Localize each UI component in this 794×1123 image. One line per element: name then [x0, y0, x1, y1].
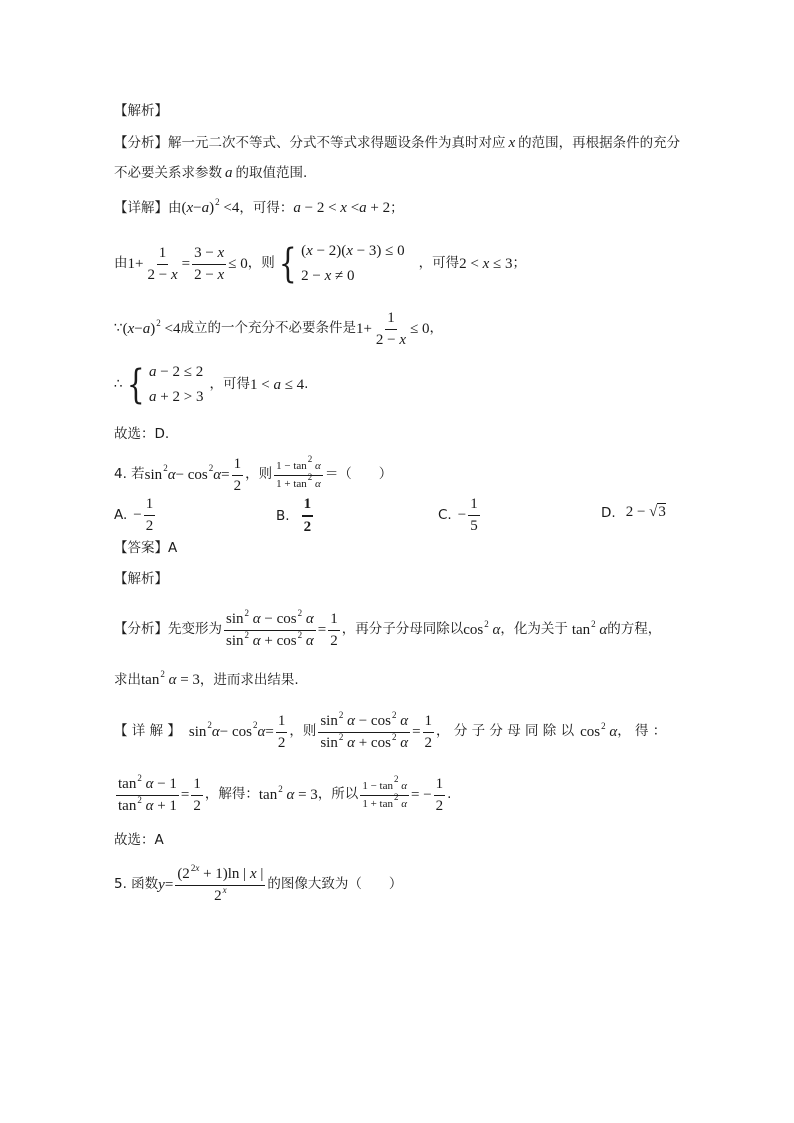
text: . [304, 376, 309, 393]
question-number: 5. 函数 [114, 876, 159, 893]
option-c[interactable] [438, 496, 482, 534]
q4-expression: $\frac{1 - \tan^2 \alpha}{1 + \tan^2 \alpha}$ [276, 454, 321, 490]
jiexi-heading-2: 【解析】 [114, 571, 168, 587]
option-label: D. [601, 504, 616, 521]
tan-sq: $\tan^2 \alpha$ [571, 618, 608, 638]
range-a-result: 1 < a ≤ 4 [249, 376, 305, 393]
var-x: x [508, 135, 516, 151]
text: 的取值范围. [235, 164, 308, 181]
text: ，则 [247, 255, 275, 272]
cos-sq: $\cos^2 \alpha$ [463, 618, 501, 638]
tan-sq-eq-3: $\tan^2 \alpha = 3$ [141, 669, 200, 688]
text: ， 得 ： [617, 723, 667, 740]
option-c-value: − $\frac{1}{5}$ [457, 496, 478, 534]
option-label: C. [438, 507, 452, 523]
text: ，则 [289, 723, 317, 740]
detail-2-final-value: = − $\frac{1}{2}$ [411, 776, 444, 814]
text: . [447, 786, 452, 803]
system-2: { a − 2 ≤ 2 a + 2 > 3 [126, 362, 204, 408]
var-a: a [225, 165, 233, 181]
analysis-2-fraction: $\frac{\sin^2 \alpha - \cos^2 \alpha}{\sin^2 \alpha + \cos^2 \alpha}$ = $\frac{1}{2}$ [226, 608, 338, 649]
therefore-line [114, 362, 309, 408]
because-ineq: $(x-a)^2 <4$ [122, 317, 181, 337]
question-4 [114, 456, 392, 494]
fraction-inequality: 1+ $\frac{1}{2 - x}$ = $\frac{3 - x}{2 - x}$ ≤ 0 [127, 245, 248, 283]
question-5 [114, 863, 403, 904]
answer-choice-1: 故选：D. [114, 426, 170, 442]
detail-2-line-1 [114, 710, 667, 751]
text: ，进而求出结果. [199, 671, 299, 688]
inequality-x-minus-a-sq: $(x-a)^2 <4$ [181, 197, 240, 216]
answer-choice-2: 故选：A [114, 832, 164, 848]
option-b-value: $\frac{1}{2}$ [303, 496, 312, 535]
option-d-value: 2 − √3 [625, 504, 666, 520]
detail-label: 【 详 解 】 [114, 723, 181, 740]
text: ， 分 子 分 母 同 除 以 [436, 723, 575, 740]
option-d[interactable] [601, 504, 666, 521]
option-label: B. [276, 507, 290, 524]
text: 的范围，再根据条件的充分 [518, 134, 681, 151]
jiexi-heading-1: 【解析】 [114, 103, 168, 119]
analysis-2-line-2 [114, 669, 299, 688]
detail-1-line-2 [114, 241, 527, 287]
text: ，可得 [209, 376, 250, 393]
text: ，再分子分母同除以 [341, 621, 464, 638]
text: 不必要关系求参数 [114, 164, 222, 181]
system-1: { (x − 2)(x − 3) ≤ 0 2 − x ≠ 0 [278, 241, 405, 287]
text: ； [390, 199, 404, 216]
option-label: A. [114, 507, 128, 523]
cos-sq-2: $\cos^2 \alpha$ [580, 720, 618, 740]
detail-1-line-1 [114, 197, 404, 216]
text: ，可得： [239, 199, 294, 216]
therefore-symbol: ∴ [114, 376, 123, 393]
q4-condition: sin 2 α − cos 2 α = $\frac{1}{2}$ [144, 456, 242, 494]
text: 【分析】解一元二次不等式、分式不等式求得题设条件为真时对应 [114, 134, 506, 151]
because-line [114, 310, 443, 348]
text: ，化为关于 [500, 621, 568, 638]
text: ＝（ ） [324, 466, 393, 483]
text: ， [429, 320, 444, 337]
text: ，则 [245, 466, 273, 483]
question-number: 4. 若 [114, 466, 145, 483]
text: 的图像大致为（ ） [267, 876, 403, 893]
detail-2-fraction: $\frac{\sin^2 \alpha - \cos^2 \alpha}{\sin^2 \alpha + \cos^2 \alpha}$ = $\frac{1}{2}$ [320, 710, 433, 751]
text: ，所以 [317, 786, 359, 803]
detail-2-given: sin 2 α − cos 2 α = $\frac{1}{2}$ [188, 713, 286, 751]
range-x: 2 < x ≤ 3 [459, 255, 513, 272]
detail-label: 【详解】由 [114, 199, 182, 216]
because-cond: 1+ $\frac{1}{2 - x}$ ≤ 0 [355, 310, 430, 348]
text: 【分析】先变形为 [114, 621, 222, 638]
detail-2-tan-result: $\tan^2 \alpha = 3$ [258, 783, 318, 803]
option-b[interactable] [276, 496, 315, 535]
detail-2-line-2 [114, 773, 452, 814]
analysis-2-line-1 [114, 608, 662, 649]
option-a[interactable] [114, 496, 157, 534]
text: 求出 [114, 671, 141, 688]
text: 由 [114, 255, 128, 272]
detail-2-final: $\frac{1 - \tan^2 \alpha}{1 + \tan^2 \alpha}$ [362, 774, 407, 810]
analysis-1-line-2 [114, 166, 307, 181]
text: ，可得 [418, 255, 460, 272]
range-a: a − 2 < x <a + 2 [293, 200, 391, 216]
text: 的方程， [607, 621, 662, 638]
because-symbol: ∵ [114, 320, 123, 337]
detail-2-tan-eq: $\frac{\tan^2 \alpha - 1}{\tan^2 \alpha + 1}$ = $\frac{1}{2}$ [118, 773, 201, 814]
analysis-1-line-1 [114, 136, 680, 151]
answer-4: 【答案】A [114, 540, 178, 556]
text: 成立的一个充分不必要条件是 [180, 320, 356, 337]
text: ，解得： [204, 786, 259, 803]
q5-function: y = $\frac{(2^{2x} + 1)\ln | x |}{2^x}$ [158, 863, 264, 904]
option-a-value: − $\frac{1}{2}$ [133, 496, 154, 534]
text: ； [512, 255, 527, 272]
